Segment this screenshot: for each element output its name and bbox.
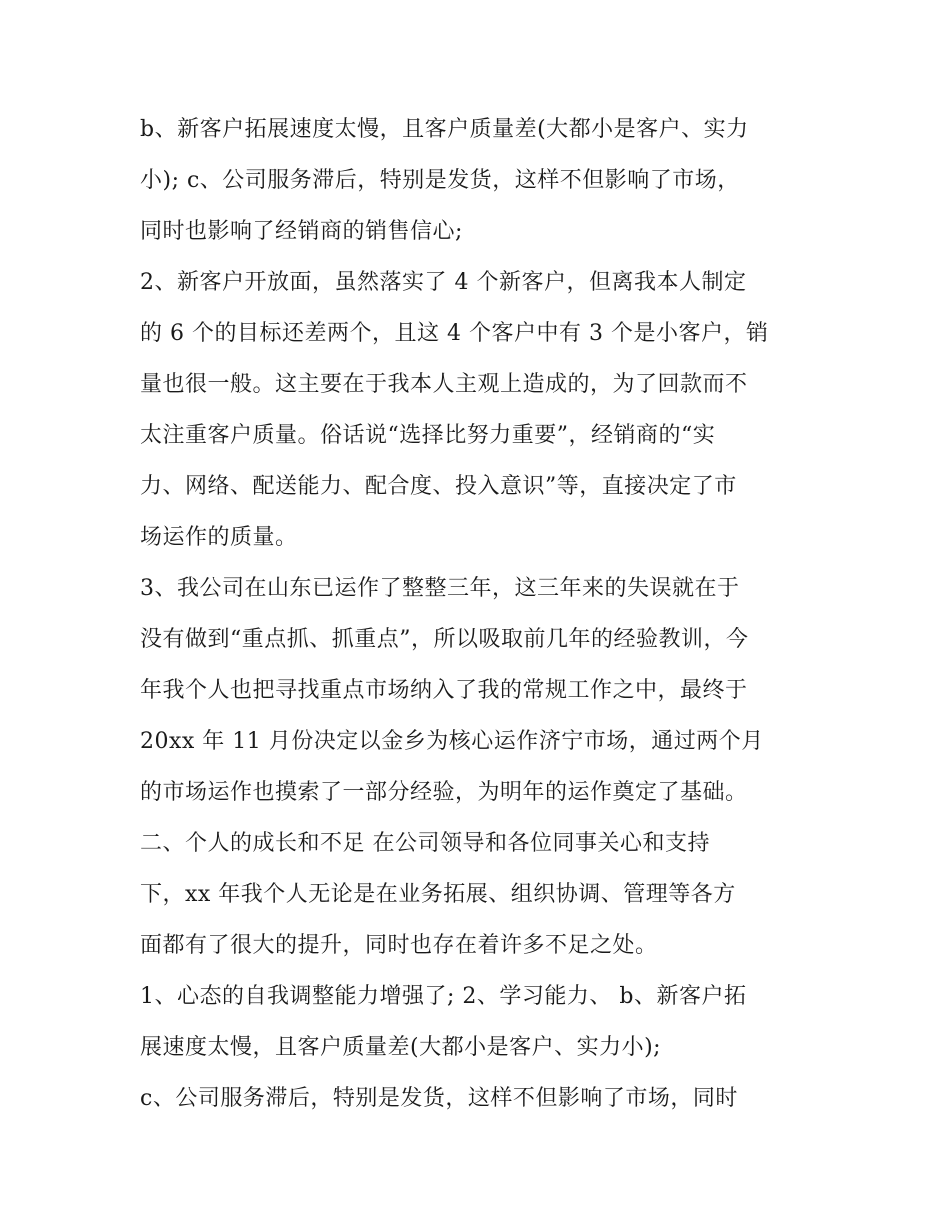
text-line: 的 6 个的目标还差两个，且这 4 个客户中有 3 个是小客户，销: [140, 321, 769, 346]
text-line: 2、新客户开放面，虽然落实了 4 个新客户，但离我本人制定: [140, 270, 747, 295]
text-line: 展速度太慢，且客户质量差(大都小是客户、实力小);: [140, 1035, 662, 1060]
text-line: 1、心态的自我调整能力增强了; 2、学习能力、 b、新客户拓: [140, 984, 747, 1009]
text-line: 年我个人也把寻找重点市场纳入了我的常规工作之中，最终于: [140, 678, 748, 703]
text-line: 同时也影响了经销商的销售信心;: [140, 219, 463, 244]
text-line: c、公司服务滞后，特别是发货，这样不但影响了市场，同时: [140, 1086, 738, 1111]
text-line: 小); c、公司服务滞后，特别是发货，这样不但影响了市场，: [140, 168, 740, 193]
text-line: 力、网络、配送能力、配合度、投入意识”等，直接决定了市: [140, 474, 737, 499]
text-line: 20xx 年 11 月份决定以金乡为核心运作济宁市场，通过两个月: [140, 729, 764, 754]
body-text: [140, 104, 830, 1124]
text-line: 没有做到“重点抓、抓重点”，所以吸取前几年的经验教训，今: [140, 627, 749, 652]
text-line: 3、我公司在山东已运作了整整三年，这三年来的失误就在于: [140, 576, 740, 601]
text-line: 下，xx 年我个人无论是在业务拓展、组织协调、管理等各方: [140, 882, 736, 907]
text-line: 面都有了很大的提升，同时也存在着许多不足之处。: [140, 933, 658, 958]
text-line: 的市场运作也摸索了一部分经验，为明年的运作奠定了基础。: [140, 780, 748, 805]
text-line: b、新客户拓展速度太慢，且客户质量差(大都小是客户、实力: [140, 117, 749, 142]
text-line: 二、个人的成长和不足 在公司领导和各位同事关心和支持: [140, 831, 710, 856]
text-line: 场运作的质量。: [140, 525, 298, 550]
text-line: 太注重客户质量。俗话说“选择比努力重要”，经销商的“实: [140, 423, 716, 448]
text-line: 量也很一般。这主要在于我本人主观上造成的，为了回款而不: [140, 372, 748, 397]
